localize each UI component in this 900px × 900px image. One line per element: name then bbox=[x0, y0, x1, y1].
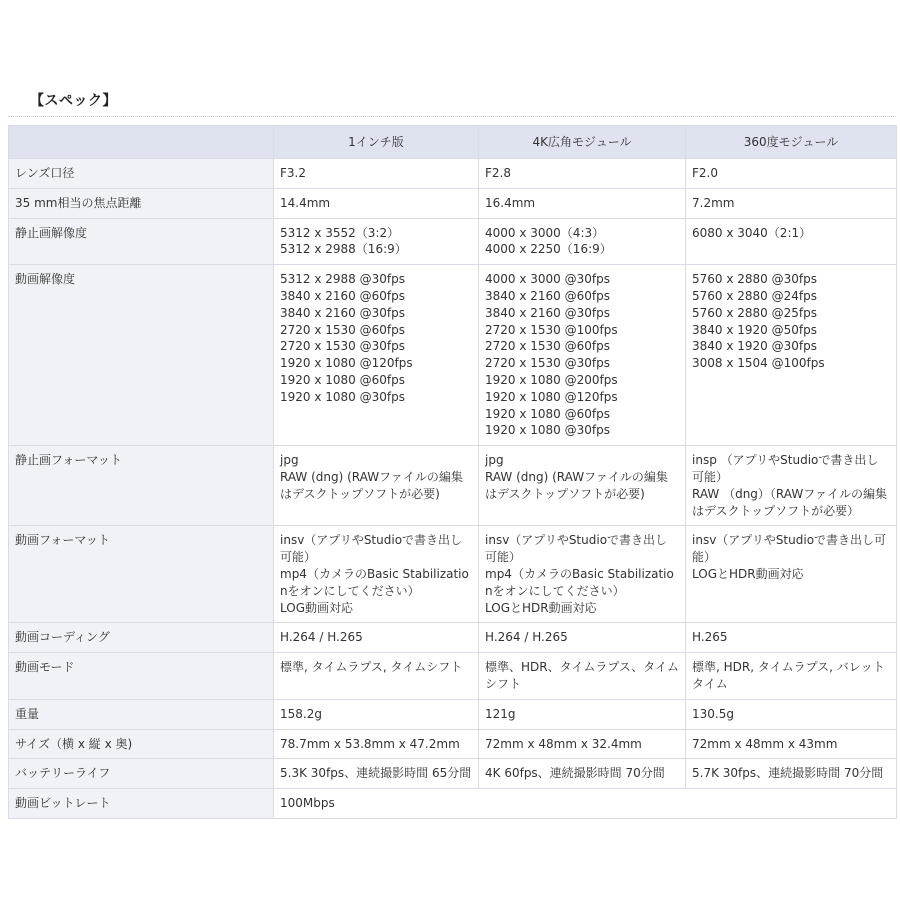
table-row bbox=[9, 623, 897, 653]
spec-cell-360 bbox=[686, 653, 897, 700]
spec-cell-360 bbox=[686, 729, 897, 759]
cell-line: RAW （dng）（RAWファイルの編集はデスクトップソフトが必要） bbox=[692, 486, 887, 518]
header-row bbox=[9, 126, 897, 159]
cell-line: jpg bbox=[280, 453, 299, 468]
cell-line: 5312 x 2988 @30fps bbox=[280, 272, 405, 287]
spec-cell-1inch bbox=[274, 729, 479, 759]
cell-line: 2720 x 1530 @100fps bbox=[485, 322, 618, 337]
cell-line: mp4（カメラのBasic Stabilizationをオンにしてください） bbox=[280, 566, 469, 598]
cell-line: 3008 x 1504 @100fps bbox=[692, 356, 825, 371]
cell-line: LOGとHDR動画対応 bbox=[692, 566, 804, 581]
spec-cell-360 bbox=[686, 265, 897, 446]
row-label: 動画解像度 bbox=[9, 265, 274, 446]
cell-line: 標準, HDR, タイムラプス, バレットタイム bbox=[692, 660, 885, 691]
cell-line: 72mm x 48mm x 32.4mm bbox=[485, 736, 642, 751]
cell-line: 5760 x 2880 @24fps bbox=[692, 288, 817, 303]
spec-cell-4k-wide bbox=[479, 759, 686, 789]
cell-line: 100Mbps bbox=[280, 796, 335, 811]
cell-line: 1920 x 1080 @30fps bbox=[485, 423, 610, 438]
spec-cell-360 bbox=[686, 759, 897, 789]
row-label: バッテリーライフ bbox=[9, 759, 274, 789]
spec-cell-all bbox=[274, 789, 897, 819]
row-label: 静止画フォーマット bbox=[9, 446, 274, 526]
table-row bbox=[9, 526, 897, 623]
table-row bbox=[9, 218, 897, 265]
spec-cell-1inch bbox=[274, 623, 479, 653]
cell-line: RAW (dng) (RAWファイルの編集はデスクトップソフトが必要) bbox=[280, 469, 463, 501]
cell-line: 2720 x 1530 @30fps bbox=[280, 339, 405, 354]
cell-line: 5312 x 3552（3:2） bbox=[280, 225, 400, 240]
cell-line: F2.0 bbox=[692, 166, 718, 180]
spec-cell-4k-wide bbox=[479, 446, 686, 526]
cell-line: 3840 x 2160 @60fps bbox=[485, 288, 610, 303]
cell-line: 標準, タイムラプス, タイムシフト bbox=[280, 660, 463, 675]
cell-line: LOGとHDR動画対応 bbox=[485, 600, 597, 615]
cell-line: 2720 x 1530 @60fps bbox=[280, 322, 405, 337]
cell-line: 2720 x 1530 @60fps bbox=[485, 339, 610, 354]
spec-cell-1inch bbox=[274, 759, 479, 789]
cell-line: insv（アプリやStudioで書き出し可能） bbox=[280, 533, 463, 565]
spec-cell-1inch bbox=[274, 218, 479, 265]
cell-line: LOG動画対応 bbox=[280, 600, 354, 615]
spec-cell-1inch bbox=[274, 265, 479, 446]
cell-line: 3840 x 2160 @30fps bbox=[280, 305, 405, 320]
spec-cell-360 bbox=[686, 188, 897, 218]
section-title: 【スペック】 bbox=[30, 93, 117, 109]
header-360: 360度モジュール bbox=[686, 126, 897, 159]
row-label: 動画ビットレート bbox=[9, 789, 274, 819]
spec-table-body bbox=[9, 159, 897, 819]
row-label: 35 mm相当の焦点距離 bbox=[9, 188, 274, 218]
spec-cell-4k-wide bbox=[479, 699, 686, 729]
table-row bbox=[9, 699, 897, 729]
spec-cell-360 bbox=[686, 218, 897, 265]
row-label: 静止画解像度 bbox=[9, 218, 274, 265]
header-4k-wide: 4K広角モジュール bbox=[479, 126, 686, 159]
spec-cell-360 bbox=[686, 159, 897, 189]
cell-line: jpg bbox=[485, 453, 504, 468]
table-row bbox=[9, 188, 897, 218]
table-row bbox=[9, 729, 897, 759]
spec-cell-4k-wide bbox=[479, 729, 686, 759]
table-row bbox=[9, 159, 897, 189]
cell-line: 7.2mm bbox=[692, 195, 735, 210]
header-1inch: 1インチ版 bbox=[274, 126, 479, 159]
cell-line: 5312 x 2988（16:9） bbox=[280, 242, 407, 257]
cell-line: 標準、HDR、タイムラプス、タイムシフト bbox=[485, 660, 680, 691]
header-corner-cell bbox=[9, 126, 274, 159]
cell-line: 14.4mm bbox=[280, 195, 331, 210]
cell-line: 121g bbox=[485, 706, 516, 721]
cell-line: 5760 x 2880 @30fps bbox=[692, 272, 817, 287]
spec-cell-4k-wide bbox=[479, 188, 686, 218]
spec-cell-360 bbox=[686, 623, 897, 653]
cell-line: 4K 60fps、連続撮影時間 70分間 bbox=[485, 766, 665, 781]
cell-line: 4000 x 3000（4:3） bbox=[485, 225, 605, 240]
cell-line: 5760 x 2880 @25fps bbox=[692, 305, 817, 320]
cell-line: 130.5g bbox=[692, 706, 734, 721]
cell-line: mp4（カメラのBasic Stabilizationをオンにしてください） bbox=[485, 566, 674, 598]
cell-line: 5.7K 30fps、連続撮影時間 70分間 bbox=[692, 766, 884, 781]
row-label: 動画フォーマット bbox=[9, 526, 274, 623]
cell-line: H.264 / H.265 bbox=[485, 630, 568, 645]
cell-line: F3.2 bbox=[280, 166, 306, 180]
spec-table-header bbox=[9, 126, 897, 159]
cell-line: 2720 x 1530 @30fps bbox=[485, 356, 610, 371]
cell-line: 158.2g bbox=[280, 706, 322, 721]
spec-cell-4k-wide bbox=[479, 623, 686, 653]
cell-line: 72mm x 48mm x 43mm bbox=[692, 736, 838, 751]
cell-line: H.264 / H.265 bbox=[280, 630, 363, 645]
cell-line: 1920 x 1080 @30fps bbox=[280, 389, 405, 404]
spec-cell-360 bbox=[686, 526, 897, 623]
cell-line: 3840 x 2160 @30fps bbox=[485, 305, 610, 320]
spec-cell-1inch bbox=[274, 159, 479, 189]
row-label: 動画コーディング bbox=[9, 623, 274, 653]
title-divider bbox=[8, 116, 896, 117]
table-row bbox=[9, 759, 897, 789]
cell-line: 78.7mm x 53.8mm x 47.2mm bbox=[280, 736, 460, 751]
cell-line: 1920 x 1080 @60fps bbox=[485, 406, 610, 421]
cell-line: insv（アプリやStudioで書き出し可能） bbox=[692, 533, 887, 565]
cell-line: 1920 x 1080 @200fps bbox=[485, 372, 618, 387]
row-label: 動画モード bbox=[9, 653, 274, 700]
cell-line: 4000 x 3000 @30fps bbox=[485, 272, 610, 287]
spec-cell-1inch bbox=[274, 446, 479, 526]
cell-line: insv（アプリやStudioで書き出し可能） bbox=[485, 533, 668, 565]
cell-line: F2.8 bbox=[485, 166, 511, 180]
cell-line: 1920 x 1080 @120fps bbox=[485, 389, 618, 404]
table-row bbox=[9, 653, 897, 700]
cell-line: 3840 x 1920 @50fps bbox=[692, 322, 817, 337]
spec-cell-1inch bbox=[274, 653, 479, 700]
cell-line: RAW (dng) (RAWファイルの編集はデスクトップソフトが必要) bbox=[485, 469, 668, 501]
spec-cell-1inch bbox=[274, 188, 479, 218]
cell-line: 16.4mm bbox=[485, 195, 536, 210]
cell-line: 3840 x 2160 @60fps bbox=[280, 288, 405, 303]
cell-line: 6080 x 3040（2:1） bbox=[692, 225, 812, 240]
spec-cell-4k-wide bbox=[479, 526, 686, 623]
row-label: レンズ口径 bbox=[9, 159, 274, 189]
cell-line: H.265 bbox=[692, 630, 728, 645]
cell-line: 1920 x 1080 @120fps bbox=[280, 356, 413, 371]
table-row bbox=[9, 789, 897, 819]
table-row bbox=[9, 265, 897, 446]
cell-line: insp （アプリやStudioで書き出し可能） bbox=[692, 453, 879, 484]
spec-cell-4k-wide bbox=[479, 159, 686, 189]
spec-table bbox=[8, 125, 897, 819]
spec-cell-4k-wide bbox=[479, 653, 686, 700]
spec-cell-1inch bbox=[274, 699, 479, 729]
row-label: サイズ（横 x 縦 x 奥) bbox=[9, 729, 274, 759]
spec-cell-4k-wide bbox=[479, 218, 686, 265]
cell-line: 1920 x 1080 @60fps bbox=[280, 372, 405, 387]
spec-cell-360 bbox=[686, 699, 897, 729]
cell-line: 3840 x 1920 @30fps bbox=[692, 339, 817, 354]
spec-cell-360 bbox=[686, 446, 897, 526]
cell-line: 4000 x 2250（16:9） bbox=[485, 242, 612, 257]
spec-cell-4k-wide bbox=[479, 265, 686, 446]
cell-line: 5.3K 30fps、連続撮影時間 65分間 bbox=[280, 766, 472, 781]
table-row bbox=[9, 446, 897, 526]
spec-cell-1inch bbox=[274, 526, 479, 623]
row-label: 重量 bbox=[9, 699, 274, 729]
